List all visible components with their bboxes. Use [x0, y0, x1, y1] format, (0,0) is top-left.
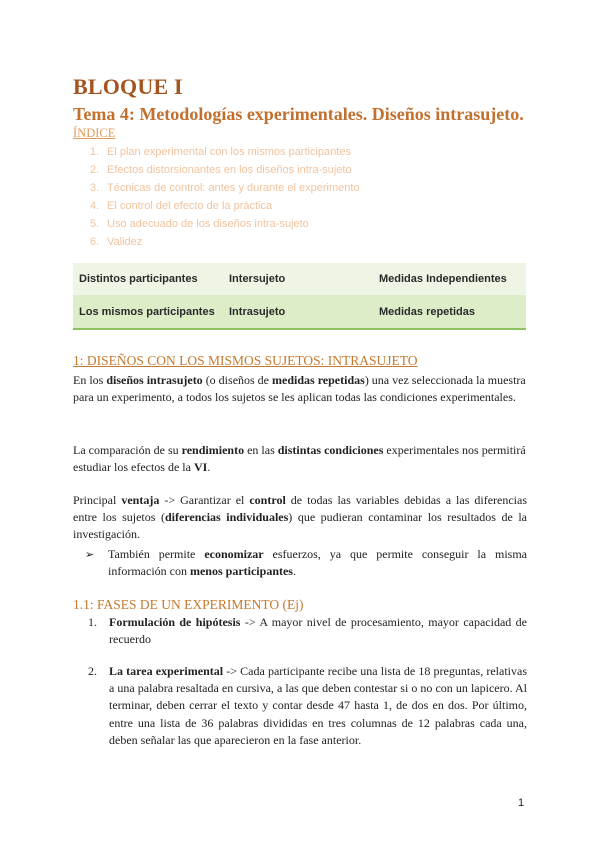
toc-item[interactable]: 3. Técnicas de control: antes y durante el experimento [90, 182, 360, 194]
table-row [73, 295, 526, 330]
toc-item[interactable]: 6. Validez [90, 236, 143, 248]
table-cell: Medidas Independientes [379, 273, 507, 285]
table-of-contents [90, 143, 360, 251]
section-1-heading: 1: DISEÑOS CON LOS MISMOS SUJETOS: INTRASUJETO [73, 353, 418, 368]
list-item-text: Formulación de hipótesis -> A mayor nivel de procesamiento, mayor capacidad de recuerdo [109, 615, 527, 647]
list-number: 2. [88, 664, 97, 678]
table-row [73, 263, 526, 295]
table-cell: Distintos participantes [79, 273, 198, 285]
toc-item[interactable]: 4. El control del efecto de la práctica [90, 200, 273, 212]
paragraph-comparacion: La comparación de su rendimiento en las distintas condiciones experimentales nos permitirá estudiar los efectos de la VI. [73, 443, 526, 475]
paragraph-ventaja: Principal ventaja -> Garantizar el control de todas las variables debidas a las diferencias entre los sujetos (diferencias individuales) que pudieran contaminar los resultados de la investigación. [73, 493, 528, 542]
list-item-text: La tarea experimental -> Cada participante recibe una lista de 18 preguntas, relativas a una palabra resaltada en cursiva, a las que deben contestar si o no con un lapicero. Al terminar, deben cerrar el texto y contar desde 47 hasta 1, de dos en dos. Por último, entre una lista de 36 palabras divididas en tres columnas de 12 palabras cada una, deben señalar las que aparecieron en la fase anterior. [109, 664, 527, 747]
table-cell: Los mismos participantes [79, 305, 215, 318]
comparison-table [73, 263, 526, 330]
arrow-bullet-icon: ➢ [85, 548, 95, 561]
table-cell: Intrasujeto [229, 305, 286, 318]
list-item [88, 663, 527, 749]
list-item [88, 614, 527, 648]
table-cell: Intersujeto [229, 273, 286, 285]
toc-item[interactable]: 2. Efectos distorsionantes en los diseños intra-sujeto [90, 164, 352, 176]
bullet-text: También permite economizar esfuerzos, ya que permite conseguir la misma información con menos participantes. [108, 547, 527, 579]
page-number: 1 [518, 797, 525, 809]
table-cell: Medidas repetidas [379, 305, 475, 318]
toc-item[interactable]: 5. Uso adecuado de los diseños intra-sujeto [90, 218, 309, 230]
bullet-economizar [85, 546, 527, 580]
list-number: 1. [88, 615, 97, 629]
paragraph-intrasujeto: En los diseños intrasujeto (o diseños de medidas repetidas) una vez seleccionada la muestra para un experimento, a todos los sujetos se les aplican todas las condiciones experimentales. [73, 373, 526, 405]
indice-heading[interactable]: ÍNDICE [73, 126, 116, 140]
tema-title: Tema 4: Metodologías experimentales. Diseños intrasujeto. [73, 104, 524, 124]
section-1-1-heading: 1.1: FASES DE UN EXPERIMENTO (Ej) [73, 597, 304, 612]
toc-item[interactable]: 1. El plan experimental con los mismos participantes [90, 146, 351, 158]
bloque-title: BLOQUE I [73, 74, 183, 99]
